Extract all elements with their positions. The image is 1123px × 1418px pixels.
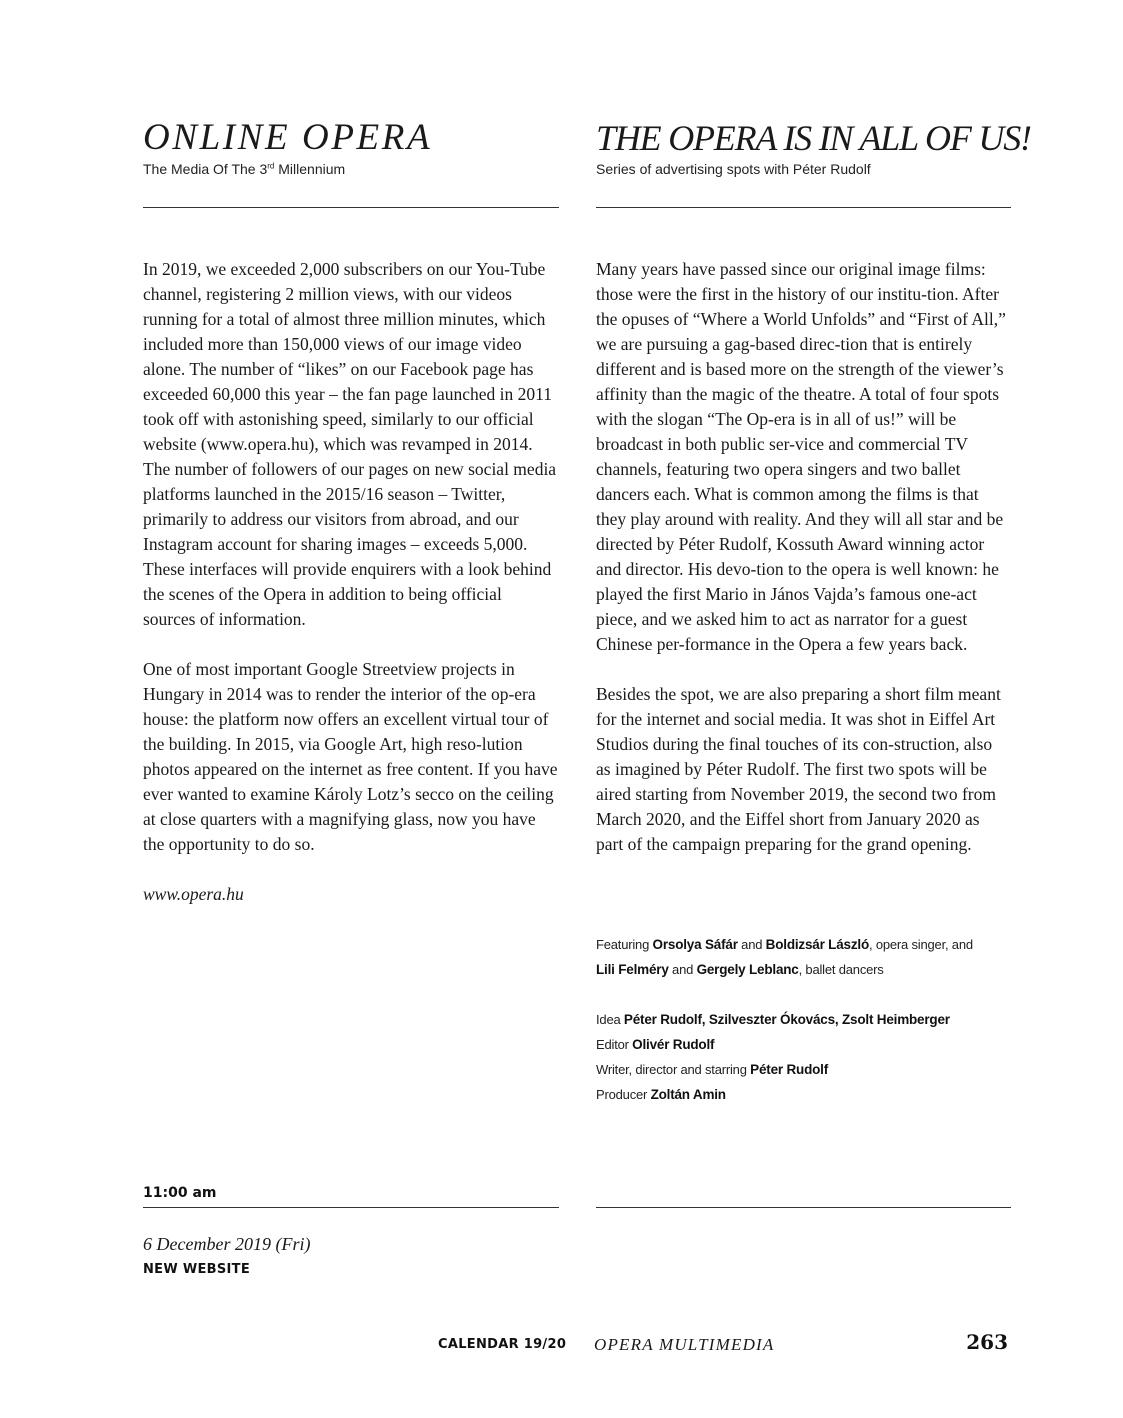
featuring-credits — [596, 932, 1011, 982]
left-subtitle-pre: The Media Of The 3 — [143, 161, 268, 177]
credit-idea — [596, 1007, 1011, 1032]
left-paragraph-2: One of most important Google Streetview projects in Hungary in 2014 was to render the interior of the op-era house: the platform now offers an excellent virtual tour of the building. In 2015, via Google Art, high reso-lution photos appeared on the internet as free content. If you have ever wanted to examine Károly Lotz’s secco on the ceiling at close quarters with a magnifying glass, now you have the opportunity to do so. — [143, 659, 558, 854]
event-date: 6 December 2019 (Fri) — [143, 1234, 311, 1254]
credit-name: Olivér Rudolf — [632, 1037, 715, 1052]
right-subtitle: Series of advertising spots with Péter Rudolf — [596, 161, 871, 177]
left-subtitle — [143, 160, 345, 178]
credit-role: Producer — [596, 1087, 651, 1102]
credit-editor — [596, 1032, 1011, 1057]
bottom-right-divider — [596, 1207, 1011, 1208]
featuring-conjunction: and — [737, 937, 766, 952]
footer-section-label: OPERA MULTIMEDIA — [594, 1335, 775, 1354]
featuring-role: , opera singer, and — [869, 937, 973, 952]
footer-calendar-label: CALENDAR 19/20 — [438, 1337, 567, 1352]
credit-name: Péter Rudolf, Szilveszter Ókovács, Zsolt Heimberger — [623, 1012, 950, 1027]
credit-role: Writer, director and starring — [596, 1062, 751, 1077]
left-subtitle-post: Millennium — [274, 161, 346, 177]
performer-name: Lili Felméry — [596, 962, 669, 977]
top-left-divider — [143, 207, 559, 208]
left-heading: ONLINE OPERA — [143, 117, 433, 158]
featuring-line-2 — [596, 957, 1011, 982]
featuring-line-1 — [596, 932, 1011, 957]
performer-name: Orsolya Sáfár — [652, 937, 738, 952]
credit-name: Péter Rudolf — [750, 1062, 829, 1077]
performer-name: Boldizsár László — [765, 937, 869, 952]
featuring-role: , ballet dancers — [798, 962, 884, 977]
bottom-left-divider — [143, 1207, 559, 1208]
website-link[interactable]: www.opera.hu — [143, 884, 244, 904]
left-article-body — [143, 257, 558, 932]
event-title: NEW WEBSITE — [143, 1262, 251, 1277]
left-paragraph-1: In 2019, we exceeded 2,000 subscribers on our You-Tube channel, registering 2 million views, with our videos running for a total of almost three million minutes, which included more than 150,000 views of our image video alone. The number of “likes” on our Facebook page has exceeded 60,000 this year – the fan page launched in 2011 took off with astonishing speed, similarly to our official website (www.opera.hu), which was revamped in 2014. The number of followers of our pages on new social media platforms launched in the 2015/16 season – Twitter, primarily to address our visitors from abroad, and our Instagram account for sharing images – exceeds 5,000. These interfaces will provide enquirers with a look behind the scenes of the Opera in addition to being official sources of information. — [143, 259, 557, 629]
performer-name: Gergely Leblanc — [696, 962, 799, 977]
right-article-body — [596, 257, 1011, 882]
credit-producer — [596, 1082, 1011, 1107]
event-time: 11:00 am — [143, 1185, 217, 1201]
right-paragraph-2: Besides the spot, we are also preparing a short film meant for the internet and social media. It was shot in Eiffel Art Studios during the final touches of its con-struction, also as imagined by Péter Rudolf. The first two spots will be aired starting from November 2019, the second two from March 2020, and the Eiffel short from January 2020 as part of the campaign preparing for the grand opening. — [596, 684, 1001, 854]
credit-writer-director — [596, 1057, 1011, 1082]
featuring-label: Featuring — [596, 937, 653, 952]
staff-credits — [596, 1007, 1011, 1107]
right-paragraph-1: Many years have passed since our original image films: those were the first in the history of our institu-tion. After the opuses of “Where a World Unfolds” and “First of All,” we are pursuing a gag-based direc-tion that is entirely different and is based more on the strength of the viewer’s affinity than the magic of the theatre. A total of four spots with the slogan “The Op-era is in all of us!” will be broadcast in both public ser-vice and commercial TV channels, featuring two opera singers and two ballet dancers each. What is common among the films is that they play around with reality. And they will all star and be directed by Péter Rudolf, Kossuth Award winning actor and director. His devo-tion to the opera is well known: he played the first Mario in János Vajda’s famous one-act piece, and we asked him to act as narrator for a guest Chinese per-formance in the Opera a few years back. — [596, 259, 1006, 654]
featuring-conjunction: and — [668, 962, 697, 977]
top-right-divider — [596, 207, 1011, 208]
credit-role: Editor — [596, 1037, 633, 1052]
credit-role: Idea — [596, 1012, 624, 1027]
right-heading: THE OPERA IS IN ALL OF US! — [596, 118, 1031, 158]
page-number: 263 — [966, 1330, 1008, 1354]
credit-name: Zoltán Amin — [650, 1087, 726, 1102]
left-subtitle-sup: rd — [267, 161, 275, 171]
